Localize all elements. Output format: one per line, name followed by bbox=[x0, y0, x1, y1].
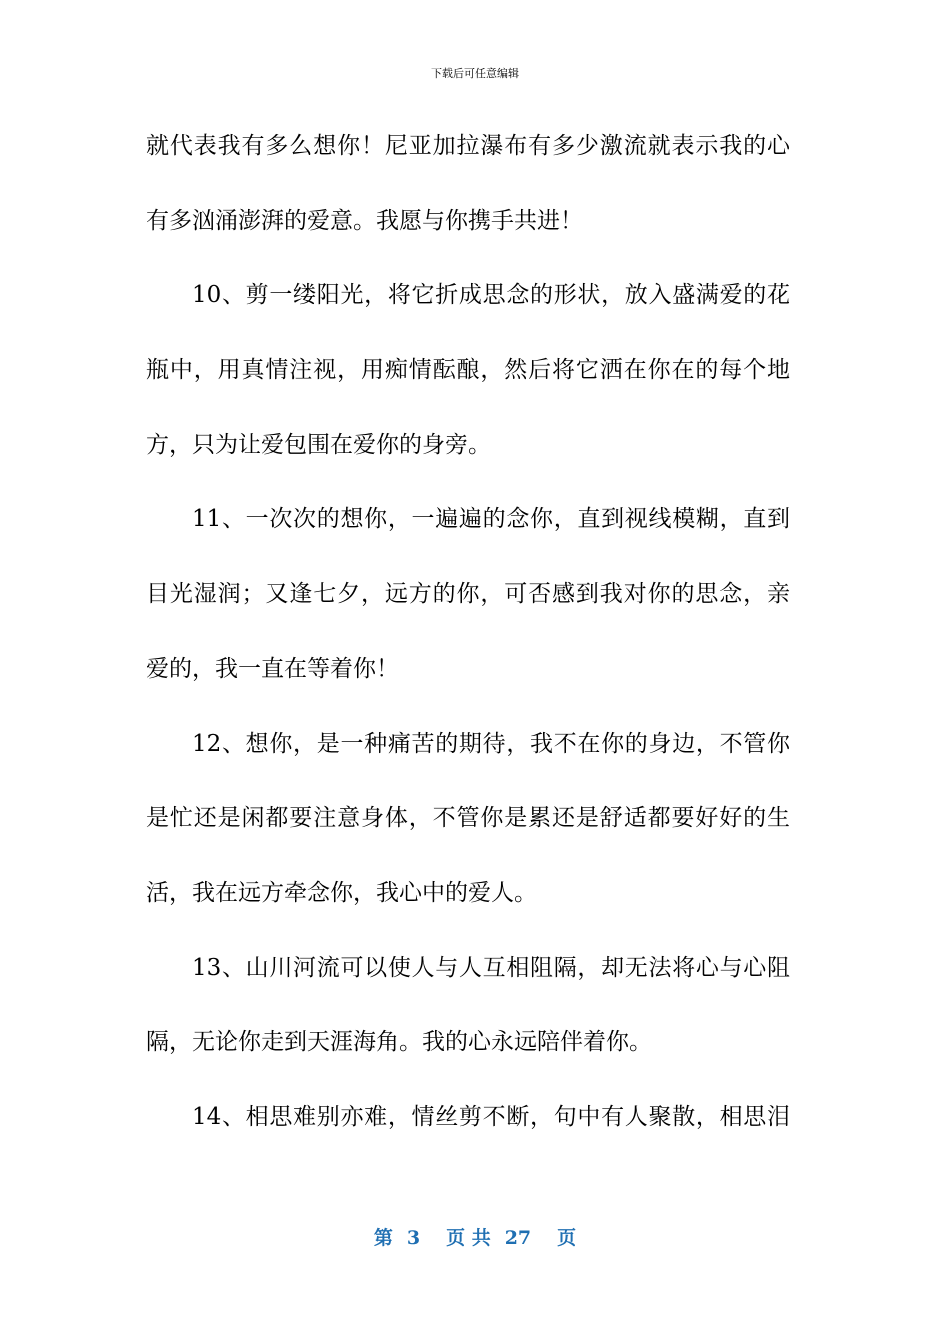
page-footer bbox=[0, 1224, 950, 1252]
text-line: 10、剪一缕阳光，将它折成思念的形状，放入盛满爱的花 bbox=[192, 282, 790, 309]
text-line: 13、山川河流可以使人与人互相阻隔，却无法将心与心阻 bbox=[192, 954, 790, 981]
text-line: 就代表我有多么想你！尼亚加拉瀑布有多少激流就表示我的心 bbox=[146, 133, 790, 159]
text-line: 方，只为让爱包围在爱你的身旁。 bbox=[146, 431, 491, 458]
text-line: 12、想你，是一种痛苦的期待，我不在你的身边，不管你 bbox=[192, 730, 790, 757]
total-page-count: 27 bbox=[504, 1227, 532, 1249]
footer-suffix: 页 bbox=[557, 1227, 577, 1249]
text-line: 有多汹涌澎湃的爱意。我愿与你携手共进！ bbox=[146, 207, 583, 234]
text-line: 爱的，我一直在等着你！ bbox=[146, 655, 399, 682]
page-header: 下载后可任意编辑 bbox=[431, 67, 519, 80]
text-line: 14、相思难别亦难，情丝剪不断，句中有人聚散，相思泪 bbox=[192, 1103, 790, 1130]
text-line: 目光湿润；又逢七夕，远方的你，可否感到我对你的思念，亲 bbox=[146, 581, 790, 608]
text-line: 活，我在远方牵念你，我心中的爱人。 bbox=[146, 879, 537, 906]
document-body bbox=[146, 124, 790, 1170]
text-line: 瓶中，用真情注视，用痴情酝酿，然后将它洒在你在的每个地 bbox=[146, 357, 790, 384]
text-line: 是忙还是闲都要注意身体，不管你是累还是舒适都要好好的生 bbox=[146, 805, 790, 832]
text-line: 11、一次次的想你，一遍遍的念你，直到视线模糊，直到 bbox=[192, 506, 790, 533]
footer-mid: 页 共 bbox=[446, 1227, 491, 1249]
text-line: 隔，无论你走到天涯海角。我的心永远陪伴着你。 bbox=[146, 1029, 652, 1056]
current-page-number: 3 bbox=[406, 1227, 421, 1249]
footer-prefix: 第 bbox=[373, 1227, 393, 1249]
